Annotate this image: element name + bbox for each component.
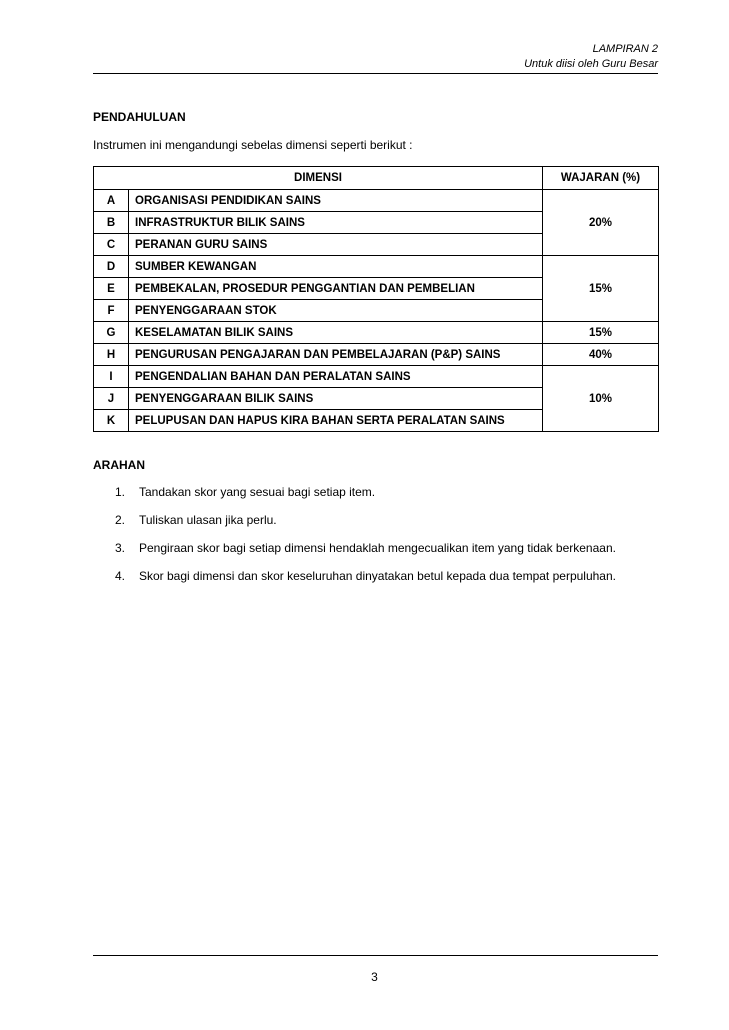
table-row bbox=[94, 322, 659, 344]
table-row bbox=[94, 366, 659, 388]
weight-h: 40% bbox=[543, 344, 659, 366]
table-row bbox=[94, 256, 659, 278]
list-item bbox=[115, 541, 616, 569]
table-row bbox=[94, 190, 659, 212]
list-item-number: 1. bbox=[115, 485, 126, 499]
header-divider bbox=[93, 73, 658, 74]
list-item-text: Tandakan skor yang sesuai bagi setiap item. bbox=[139, 485, 376, 499]
list-item-text: Skor bagi dimensi dan skor keseluruhan dinyatakan betul kepada dua tempat perpuluhan. bbox=[139, 569, 616, 583]
header-lampiran: LAMPIRAN 2 bbox=[592, 43, 658, 55]
list-item bbox=[115, 485, 616, 513]
list-item-text: Tuliskan ulasan jika perlu. bbox=[139, 513, 277, 527]
arahan-heading: ARAHAN bbox=[93, 458, 145, 472]
list-item-number: 2. bbox=[115, 513, 126, 527]
list-item bbox=[115, 569, 616, 597]
dimension-name: INFRASTRUKTUR BILIK SAINS bbox=[129, 212, 543, 234]
dimension-name: PENYENGGARAAN STOK bbox=[129, 300, 543, 322]
dimension-code: F bbox=[94, 300, 129, 322]
dimension-name: ORGANISASI PENDIDIKAN SAINS bbox=[129, 190, 543, 212]
dimension-code: J bbox=[94, 388, 129, 410]
dimension-name: PEMBEKALAN, PROSEDUR PENGGANTIAN DAN PEMBELIAN bbox=[129, 278, 543, 300]
header-untuk-diisi: Untuk diisi oleh Guru Besar bbox=[524, 58, 658, 70]
dimension-code: K bbox=[94, 410, 129, 432]
page-number: 3 bbox=[371, 970, 378, 984]
dimension-code: G bbox=[94, 322, 129, 344]
header-dimensi: DIMENSI bbox=[94, 167, 543, 190]
dimensi-table bbox=[93, 166, 659, 432]
arahan-list bbox=[93, 485, 616, 597]
weight-ijk: 10% bbox=[543, 366, 659, 432]
page-header bbox=[524, 42, 658, 72]
dimension-code: A bbox=[94, 190, 129, 212]
dimension-name: KESELAMATAN BILIK SAINS bbox=[129, 322, 543, 344]
dimension-name: PENGURUSAN PENGAJARAN DAN PEMBELAJARAN (P&P) SAINS bbox=[129, 344, 543, 366]
weight-g: 15% bbox=[543, 322, 659, 344]
intro-text: Instrumen ini mengandungi sebelas dimensi seperti berikut : bbox=[93, 138, 413, 152]
list-item-number: 3. bbox=[115, 541, 126, 555]
dimension-name: PENGENDALIAN BAHAN DAN PERALATAN SAINS bbox=[129, 366, 543, 388]
weight-def: 15% bbox=[543, 256, 659, 322]
dimension-code: E bbox=[94, 278, 129, 300]
dimension-name: PELUPUSAN DAN HAPUS KIRA BAHAN SERTA PERALATAN SAINS bbox=[129, 410, 543, 432]
dimension-code: D bbox=[94, 256, 129, 278]
list-item-number: 4. bbox=[115, 569, 126, 583]
dimension-name: PENYENGGARAAN BILIK SAINS bbox=[129, 388, 543, 410]
dimension-name: PERANAN GURU SAINS bbox=[129, 234, 543, 256]
weight-abc: 20% bbox=[543, 190, 659, 256]
dimension-code: B bbox=[94, 212, 129, 234]
dimension-code: I bbox=[94, 366, 129, 388]
table-header-row bbox=[94, 167, 659, 190]
header-wajaran: WAJARAN (%) bbox=[543, 167, 659, 190]
list-item bbox=[115, 513, 616, 541]
dimension-code: H bbox=[94, 344, 129, 366]
pendahuluan-heading: PENDAHULUAN bbox=[93, 110, 186, 124]
dimension-name: SUMBER KEWANGAN bbox=[129, 256, 543, 278]
footer-divider bbox=[93, 955, 658, 956]
table-row bbox=[94, 344, 659, 366]
dimension-code: C bbox=[94, 234, 129, 256]
list-item-text: Pengiraan skor bagi setiap dimensi hendaklah mengecualikan item yang tidak berkenaan. bbox=[139, 541, 616, 555]
